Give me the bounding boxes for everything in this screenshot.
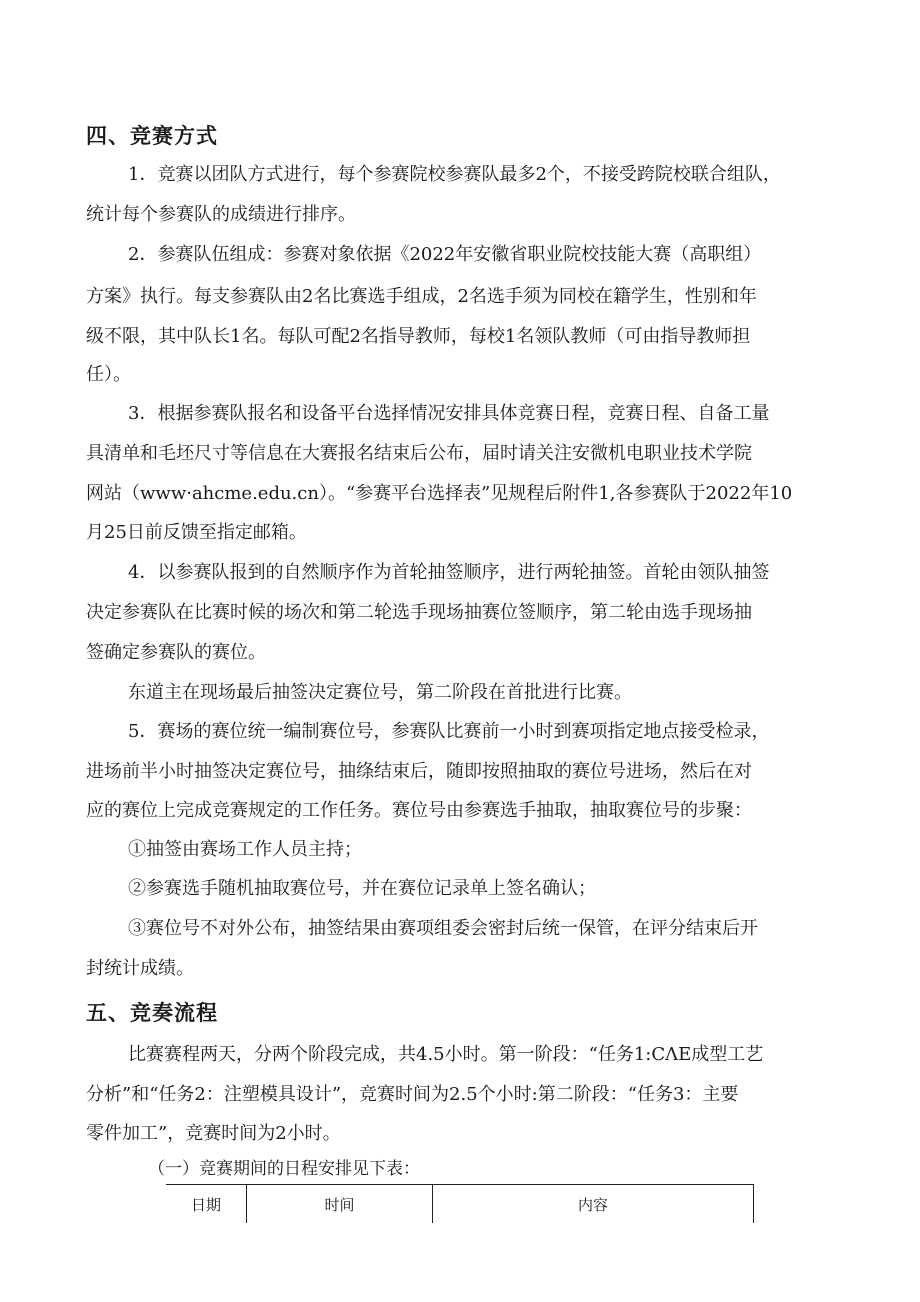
table-caption: （一）竞赛期间的日程安排见下表： xyxy=(148,1159,420,1179)
list-item: ②参赛选手随机抽取赛位号，并在赛位记录单上签名确认； xyxy=(128,878,596,899)
paragraph-line: 2．参赛队伍组成：参赛对象依据《2022年安徽省职业院校技能大赛（高职组） xyxy=(128,244,762,265)
list-item: ①抽签由赛场工作人员主持； xyxy=(128,839,362,860)
paragraph-line: 网站（www·ahcme.edu.cn）。“参赛平台选择表”见规程后附件1,各参赛队于2022年10 xyxy=(86,483,793,504)
paragraph-line: 5．赛场的赛位统一编制赛位号，参赛队比赛前一小时到赛项指定地点接受检录， xyxy=(128,721,770,742)
schedule-table xyxy=(166,1184,754,1302)
paragraph-line: 东道主在现场最后抽签决定赛位号，第二阶段在首批进行比赛。 xyxy=(128,682,632,703)
paragraph-line: 具清单和毛坯尺寸等信息在大赛报名结束后公布，届时请关注安微机电职业技术学院 xyxy=(86,443,752,464)
paragraph-line: 分析”和“任务2：注塑模具设计”，竞赛时间为2.5个小时:第二阶段：“任务3：主要 xyxy=(86,1084,739,1105)
paragraph-line: 统计每个参赛队的成绩进行排序。 xyxy=(86,204,356,225)
section-5-title: 五、竞奏流程 xyxy=(86,1001,218,1025)
table-header-date: 日期 xyxy=(190,1196,221,1214)
paragraph-line: 应的赛位上完成竞赛规定的工作任务。赛位号由参赛选手抽取，抽取赛位号的步聚： xyxy=(86,800,752,821)
table-header-time: 时间 xyxy=(324,1196,355,1214)
paragraph-line: 月25日前反馈至指定邮箱。 xyxy=(86,522,307,543)
list-item: ③赛位号不对外公布，抽签结果由赛项组委会密封后统一保管，在评分结束后开 xyxy=(128,918,758,939)
paragraph-line: 封统计成绩。 xyxy=(86,958,194,979)
paragraph-line: 方案》执行。每支参赛队由2名比赛选手组成，2名选手须为同校在籍学生，性别和年 xyxy=(86,286,757,307)
paragraph-line: 签确定参赛队的赛位。 xyxy=(86,642,266,663)
paragraph-line: 比赛赛程两天，分两个阶段完成，共4.5小时。第一阶段：“任务1:CΛE成型工艺 xyxy=(128,1044,764,1065)
paragraph-line: 级不限，其中队长1名。每队可配2名指导教师，每校1名领队教师（可由指导教师担 xyxy=(86,326,751,347)
paragraph-line: 1．竞赛以团队方式进行，每个参赛院校参赛队最多2个，不接受跨院校联合组队， xyxy=(128,164,781,185)
paragraph-line: 进场前半小时抽签决定赛位号，抽绦结束后，随即按照抽取的赛位号进场，然后在对 xyxy=(86,761,752,782)
table-header-content: 内容 xyxy=(577,1196,608,1214)
paragraph-line: 零件加工”，竞赛时间为2小时。 xyxy=(86,1123,341,1144)
table-divider xyxy=(753,1185,754,1223)
paragraph-line: 决定参赛队在比赛时候的场次和第二轮选手现场抽赛位签顺序，第二轮由选手现场抽 xyxy=(86,602,752,623)
paragraph-line: 4．以参赛队报到的自然顺序作为首轮抽签顺序，进行两轮抽签。首轮由领队抽签 xyxy=(128,562,770,583)
section-4-title: 四、竞赛方式 xyxy=(86,124,218,148)
paragraph-line: 3．根据参赛队报名和设备平台选择情况安排具体竞赛日程，竞赛日程、自备工量 xyxy=(128,403,770,424)
paragraph-line: 任）。 xyxy=(86,364,131,385)
